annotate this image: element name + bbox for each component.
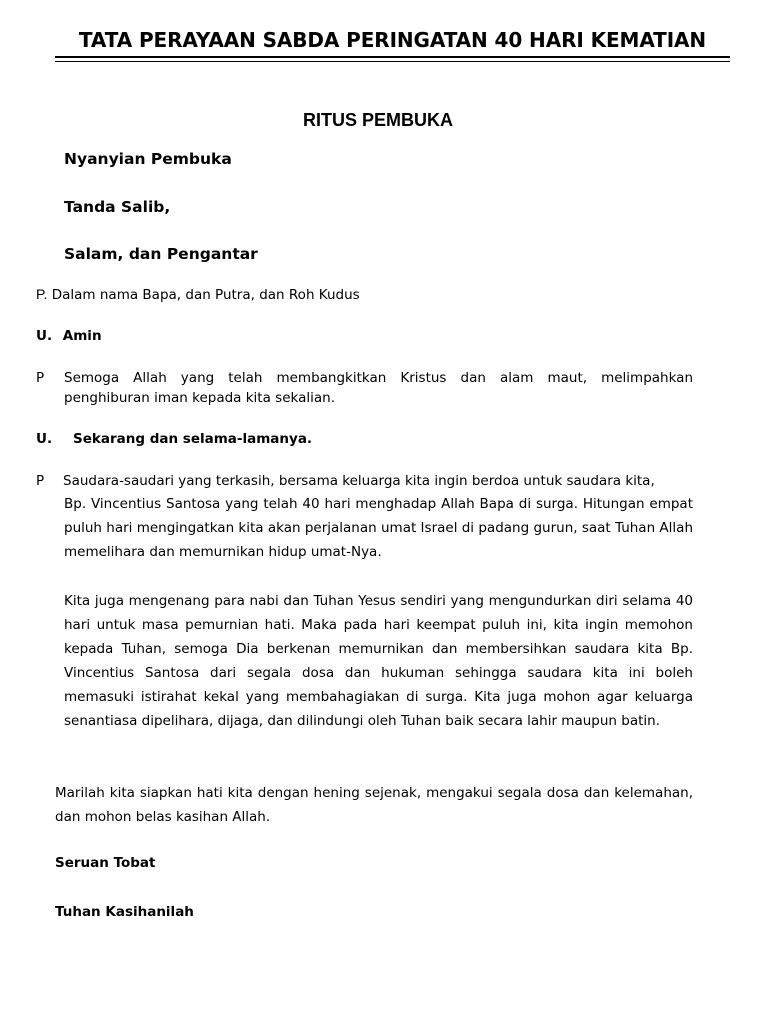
text-p3-first-line: Saudara-saudari yang terkasih, bersama keluarga kita ingin berdoa untuk saudara kita, [63, 473, 655, 489]
section-title: RITUS PEMBUKA [302, 110, 453, 130]
text-p2: Semoga Allah yang telah membangkitkan Kristus dan alam maut, melimpahkan penghiburan iman kepada kita sekalian. [64, 370, 693, 406]
text-p1: Dalam nama Bapa, dan Putra, dan Roh Kudus [51, 287, 360, 303]
line-u1 [36, 328, 102, 344]
marker-u2: U. [36, 431, 53, 447]
title-rule-thin [55, 61, 730, 62]
heading-salam-pengantar: Salam, dan Pengantar [64, 245, 258, 263]
text-u2: Sekarang dan selama-lamanya. [73, 431, 313, 447]
heading-nyanyian-pembuka: Nyanyian Pembuka [64, 150, 232, 168]
text-u1: Amin [62, 328, 102, 344]
heading-tanda-salib: Tanda Salib, [64, 198, 171, 216]
title-rule-thick [55, 56, 730, 58]
marker-p1: P. [36, 286, 48, 302]
marker-p3: P [36, 473, 45, 489]
heading-seruan-tobat: Seruan Tobat [55, 855, 156, 871]
marker-u1: U. [36, 328, 53, 344]
heading-tuhan-kasihanilah: Tuhan Kasihanilah [55, 904, 194, 920]
document-title: TATA PERAYAAN SABDA PERINGATAN 40 HARI KEMATIAN [78, 28, 707, 52]
paragraph-kita-juga: Kita juga mengenang para nabi dan Tuhan Yesus sendiri yang mengundurkan diri selama 40 hari untuk masa pemurnian hati. Maka pada hari keempat puluh ini, kita ingin memohon kepada Tuhan, semoga Dia berkenan memurnikan dan membersihkan saudara kita Bp. Vincentius Santosa dari segala dosa dan hukuman sehingga saudara kita ini boleh memasuki istirahat kekal yang membahagiakan di surga. Kita juga mohon agar keluarga senantiasa dipelihara, dijaga, dan dilindungi oleh Tuhan baik secara lahir maupun batin. [64, 593, 693, 729]
marker-p2: P [36, 370, 45, 386]
line-p1 [36, 286, 360, 303]
text-p3-rest: Bp. Vincentius Santosa yang telah 40 hari menghadap Allah Bapa di surga. Hitungan empat puluh hari mengingatkan kita akan perjalanan umat Israel di padang gurun, saat Tuhan Allah memelihara dan memurnikan hidup umat-Nya. [64, 496, 693, 560]
paragraph-marilah: Marilah kita siapkan hati kita dengan hening sejenak, mengakui segala dosa dan kelemahan, dan mohon belas kasihan Allah. [55, 785, 693, 825]
